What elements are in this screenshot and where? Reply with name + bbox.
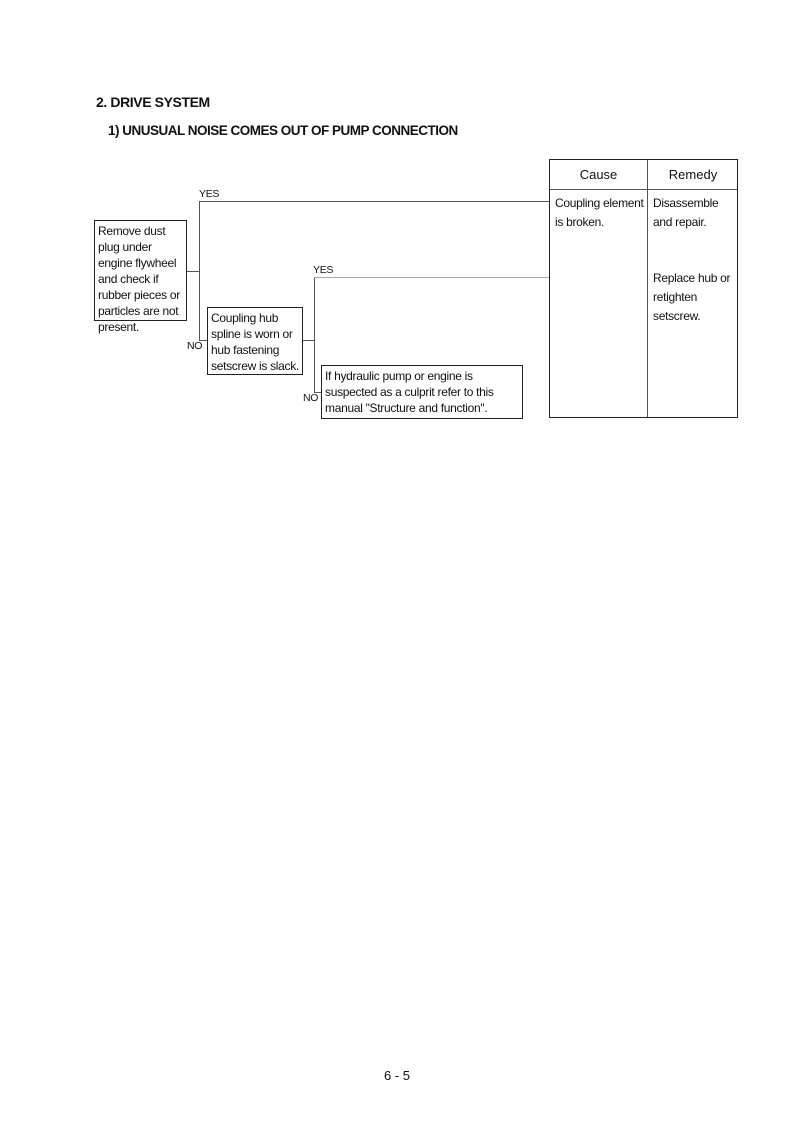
section-title: 2. DRIVE SYSTEM [96,94,210,110]
connector-split1-vertical [199,201,200,340]
connector-box1-out [187,271,199,272]
cause-coupling-element: Coupling element is broken. [555,196,644,229]
page-number: 6 - 5 [383,1068,410,1083]
connector-yes2-horizontal [314,277,549,278]
table-header-remedy: Remedy [668,167,718,182]
remedy-replace-hub: Replace hub or retighten setscrew. [653,271,731,323]
table-header-cause: Cause [579,167,618,182]
no-label-1: NO [187,340,203,352]
yes-label-1: YES [199,188,220,200]
connector-yes1-horizontal [199,201,549,202]
remedy-disassemble: Disassemble and repair. [653,196,719,229]
table-column-divider [647,160,648,417]
cause-remedy-table [549,159,738,418]
table-header-divider [550,189,737,190]
yes-label-2: YES [313,264,334,276]
connector-split2-vertical [314,277,315,393]
subsection-title: 1) UNUSUAL NOISE COMES OUT OF PUMP CONNECTION [108,123,458,138]
check-dust-plug-box: Remove dust plug under engine flywheel and check if rubber pieces or particles are not present. [94,220,187,321]
coupling-hub-box: Coupling hub spline is worn or hub fastening setscrew is slack. [207,307,303,375]
no-label-2: NO [303,392,319,404]
hydraulic-pump-note-box: If hydraulic pump or engine is suspected as a culprit refer to this manual "Structure and function". [321,365,523,419]
